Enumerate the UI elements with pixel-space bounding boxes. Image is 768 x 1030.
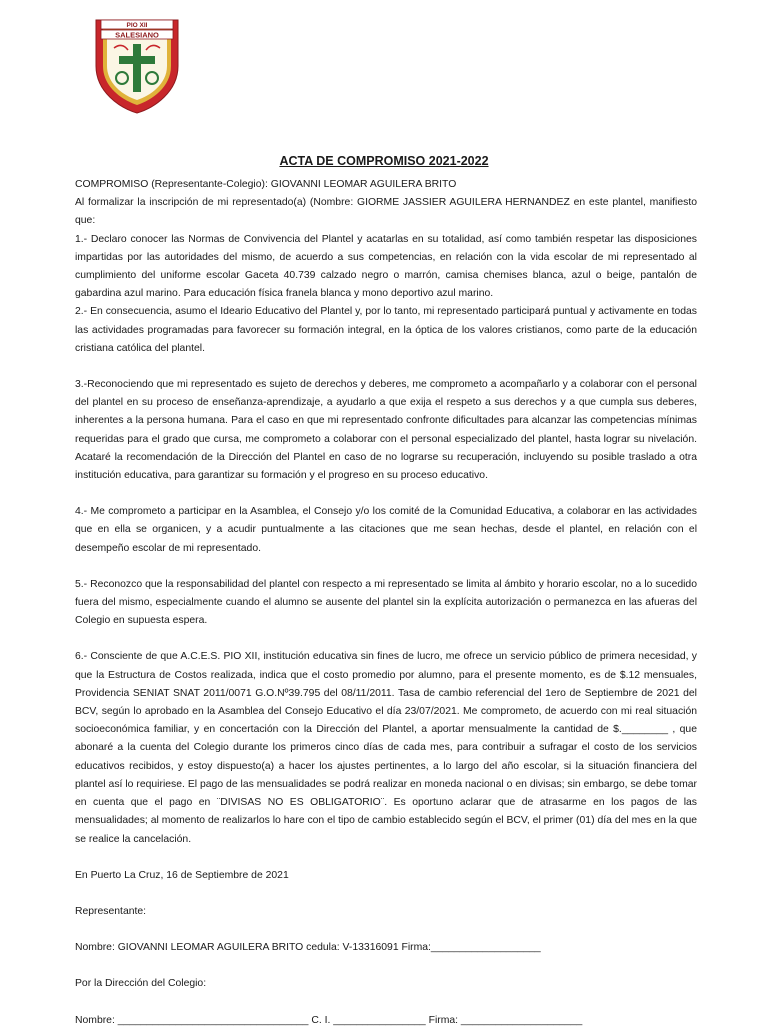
direction-signature-line: Nombre: _________________________________ C. I. ________________ Firma: _____________________ — [75, 1014, 583, 1026]
direction-label: Por la Dirección del Colegio: — [75, 978, 207, 990]
clause-2: 2.- En consecuencia, asumo el Ideario Educativo del Plantel y, por lo tanto, mi representado participará puntual y activamente en todas las actividades programadas para favorecer su formación integral, en la óptica de los valores cristianos, como parte de la educación cristiana católica del plantel. — [75, 306, 697, 354]
clause-4: 4.- Me comprometo a participar en la Asamblea, el Consejo y/o los comité de la Comunidad Educativa, a colaborar en las actividades que en ella se organicen, y a acudir puntualmente a las citaciones que me sean hechas, desde el plantel, en relación con el desempeño escolar de mi representado. — [75, 506, 697, 554]
school-crest-logo — [92, 14, 182, 114]
document-body — [75, 176, 697, 1030]
place-date: En Puerto La Cruz, 16 de Septiembre de 2021 — [75, 869, 289, 881]
clause-1: 1.- Declaro conocer las Normas de Convivencia del Plantel y acatarlas en su totalidad, así como también respetar las disposiciones impartidas por las autoridades del mismo, de acuerdo a sus competencias, en relación con la vida escolar de mi representado al cumplimiento del uniforme escolar Gaceta 40.739 calzado negro o marrón, camisa chemises blanca, azul o beige, pantalón de gabardina azul marino. Para educación física franela blanca y mono deportivo azul marino. — [75, 233, 697, 300]
clause-6: 6.- Consciente de que A.C.E.S. PIO XII, institución educativa sin fines de lucro, me ofrece un servicio público de primera necesidad, y que la Estructura de Costos realizada, indica que el costo promedio por alumno, para el presente momento, es de $.12 mensuales, Providencia SENIAT SNAT 2011/0071 G.O.Nº39.795 del 08/11/2011. Tasa de cambio referencial del 1ero de Septiembre de 2021 del BCV, según lo aprobado en la Asamblea del Consejo Educativo el día 23/07/2021. Me comprometo, de acuerdo con mi real situación socioeconómica familiar, y en concertación con la Dirección del Plantel, a aportar mensualmente la cantidad de $.________ , que abonaré a la cuenta del Colegio durante los primeros cinco días de cada mes, para contribuir a sufragar el costo de los servicios educativos recibidos, y estoy dispuesto(a) a hacer los ajustes pertinentes, a lo largo del año escolar, si la situación financiera del plantel así lo requiriese. El pago de las mensualidades se podrá realizar en moneda nacional o en divisas; sin embargo, se debe tomar en cuenta que el pago en ¨DIVISAS NO ES OBLIGATORIO¨. Es oportuno aclarar que de atrasarme en los pagos de las mensualidades; al momento de realizarlos lo hare con el tipo de cambio establecido según el BCV, el primer (01) día del mes en la que se realice la cancelación. — [75, 651, 697, 845]
document-title: ACTA DE COMPROMISO 2021-2022 — [279, 154, 489, 168]
clause-3: 3.-Reconociendo que mi representado es sujeto de derechos y deberes, me comprometo a acompañarlo y a colaborar con el personal del plantel en su proceso de enseñanza-aprendizaje, a ayudarlo a que exija el respeto a sus derechos y a que cumpla sus deberes, inherentes a la persona humana. Para el caso en que mi representado confronte dificultades para alcanzar las competencias mínimas requeridas para el grado que cursa, me comprometo a colaborar con el personal especializado del plantel, hasta lograr su nivelación. Acataré la recomendación de la Dirección del Plantel en caso de no lograrse su recuperación, incluyendo su posible traslado a otra institución educativa, para garantizar su formación y el progreso en su proceso educativo. — [75, 379, 697, 482]
logo-banner-top: PIO XII — [126, 22, 148, 29]
representative-signature-line: Nombre: GIOVANNI LEOMAR AGUILERA BRITO cedula: V-13316091 Firma:___________________ — [75, 942, 541, 954]
clause-5: 5.- Reconozco que la responsabilidad del plantel con respecto a mi representado se limita al ámbito y horario escolar, no a lo sucedido fuera del mismo, especialmente cuando el alumno se ausente del plantel sin la explícita autorización o permanezca en las afueras del Colegio en supuesta espera. — [75, 578, 697, 627]
representative-label: Representante: — [75, 905, 147, 917]
commitment-line: COMPROMISO (Representante-Colegio): GIOVANNI LEOMAR AGUILERA BRITO — [75, 179, 457, 190]
intro-paragraph: Al formalizar la inscripción de mi representado(a) (Nombre: GIORME JASSIER AGUILERA HERNANDEZ en este plantel, manifiesto que: — [75, 197, 697, 227]
logo-banner-name: SALESIANO — [115, 30, 159, 40]
